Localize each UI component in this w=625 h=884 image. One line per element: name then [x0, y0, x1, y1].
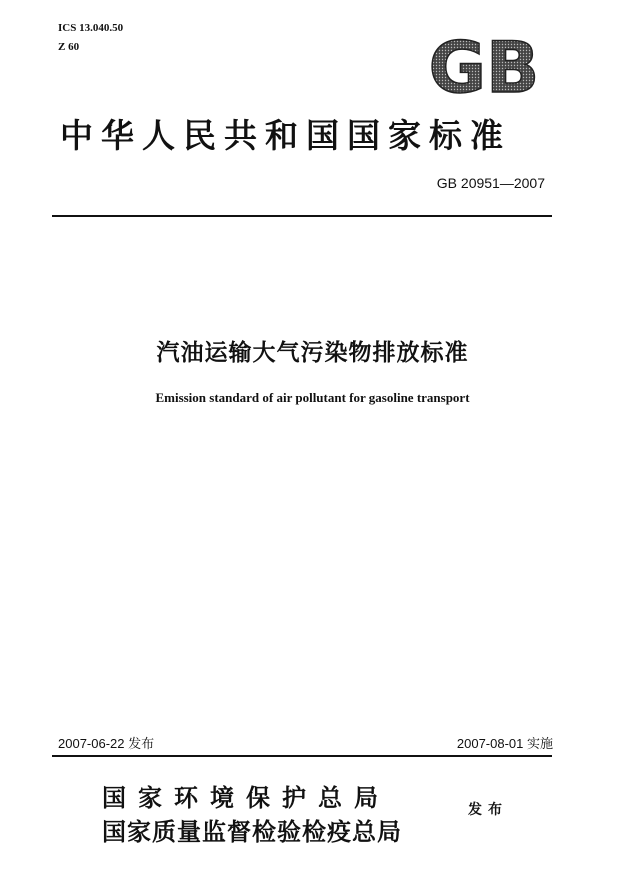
classification-code: Z 60 — [58, 41, 80, 53]
publisher-line-1: 国家环境保护总局 — [102, 783, 390, 812]
title-english: Emission standard of air pollutant for gasoline transport — [155, 390, 470, 405]
publisher-line-2: 国家质量监督检验检疫总局 — [102, 817, 402, 846]
header-divider — [52, 215, 552, 217]
gb-logo — [420, 34, 548, 98]
standard-number: GB 20951—2007 — [436, 175, 545, 191]
footer-divider — [52, 755, 552, 757]
issue-date: 2007-06-22 发布 — [58, 736, 155, 751]
ics-code: ICS 13.040.50 — [58, 22, 124, 34]
title-chinese: 汽油运输大气污染物排放标准 — [156, 340, 469, 366]
gb-logo-text: GB — [428, 34, 540, 98]
national-standard-heading: 中华人民共和国国家标准 — [60, 116, 511, 155]
implementation-date: 2007-08-01 实施 — [456, 736, 553, 751]
release-label: 发布 — [468, 802, 508, 818]
